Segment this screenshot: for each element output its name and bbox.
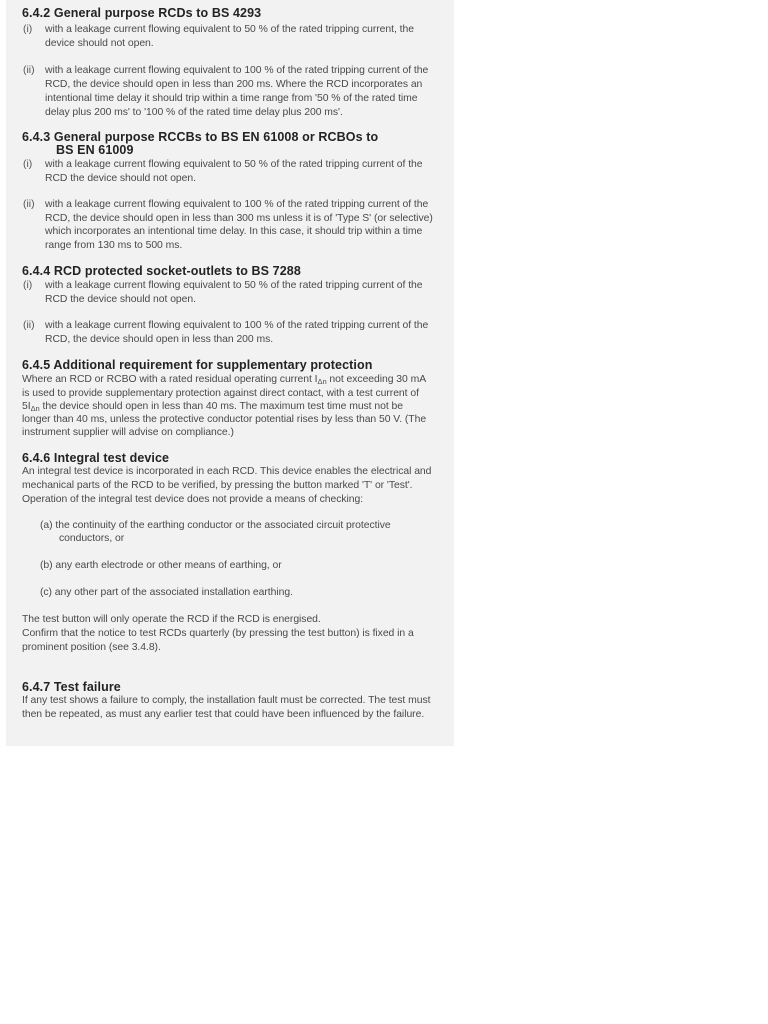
list-item-text: (c) any other part of the associated installation earthing. <box>40 587 293 598</box>
heading-6-4-3-continued: BS EN 61009 <box>56 143 134 157</box>
list-item-text: RCD the device should not open. <box>45 294 196 305</box>
text-run: 5I <box>22 401 31 412</box>
paragraph-line: then be repeated, as must any earlier test that could have been influenced by the failure. <box>22 709 425 720</box>
delta-n-subscript: Δn <box>30 404 40 413</box>
list-item-text: device should not open. <box>45 38 154 49</box>
list-item-text: with a leakage current flowing equivalent to 100 % of the rated tripping current of the <box>45 199 429 210</box>
list-item-text: delay plus 200 ms' to '100 % of the rated time delay plus 200 ms'. <box>45 107 343 118</box>
list-item-text: intentional time delay it should trip within a time range from '50 % of the rated time <box>45 93 418 104</box>
list-item-text: (a) the continuity of the earthing conductor or the associated circuit protective <box>40 520 391 531</box>
list-label: (i) <box>23 280 33 291</box>
list-label: (ii) <box>23 65 35 76</box>
list-label: (ii) <box>23 199 35 210</box>
list-item-text: RCD, the device should open in less than 200 ms. Where the RCD incorporates an <box>45 79 423 90</box>
text-run: not exceeding 30 mA <box>326 374 427 385</box>
heading-6-4-6: 6.4.6 Integral test device <box>22 451 170 465</box>
list-item-text: RCD, the device should open in less than 200 ms. <box>45 334 274 345</box>
heading-6-4-7: 6.4.7 Test failure <box>22 680 121 694</box>
list-item-text: with a leakage current flowing equivalent to 50 % of the rated tripping current of the <box>45 280 423 291</box>
paragraph-line: If any test shows a failure to comply, the installation fault must be corrected. The test must <box>22 695 431 706</box>
paragraph-line: instrument supplier will advise on compliance.) <box>22 427 234 438</box>
paragraph-line: longer than 40 ms, unless the protective conductor potential rises by less than 50 V. (The <box>22 414 427 425</box>
list-item-text: (b) any earth electrode or other means of earthing, or <box>40 560 282 571</box>
paragraph-line: An integral test device is incorporated in each RCD. This device enables the electrical and <box>22 466 432 477</box>
list-label: (i) <box>23 159 33 170</box>
paragraph-line: is used to provide supplementary protection against direct contact, with a test current of <box>22 388 419 399</box>
text-run: the device should open in less than 40 ms. The maximum test time must not be <box>39 401 403 412</box>
paragraph-line <box>22 374 426 386</box>
list-item-text: which incorporates an intentional time delay. In this case, it should trip within a time <box>45 226 423 237</box>
paragraph-line: The test button will only operate the RCD if the RCD is energised. <box>22 614 321 625</box>
list-item-text: conductors, or <box>59 533 125 544</box>
paragraph-line: Confirm that the notice to test RCDs quarterly (by pressing the test button) is fixed in a <box>22 628 414 639</box>
list-item-text: with a leakage current flowing equivalent to 50 % of the rated tripping current, the <box>45 24 414 35</box>
paragraph-line: Operation of the integral test device does not provide a means of checking: <box>22 494 364 505</box>
list-item-text: RCD, the device should open in less than 300 ms unless it is of 'Type S' (or selective) <box>45 213 433 224</box>
heading-6-4-3: 6.4.3 General purpose RCCBs to BS EN 61008 or RCBOs to <box>22 130 379 144</box>
list-item-text: range from 130 ms to 500 ms. <box>45 240 183 251</box>
paragraph-line <box>22 401 403 413</box>
list-item-text: with a leakage current flowing equivalent to 100 % of the rated tripping current of the <box>45 320 429 331</box>
text-run: Where an RCD or RCBO with a rated residual operating current I <box>22 374 318 385</box>
delta-n-subscript: Δn <box>317 377 327 386</box>
paragraph-line: prominent position (see 3.4.8). <box>22 642 161 653</box>
list-item-text: with a leakage current flowing equivalent to 50 % of the rated tripping current of the <box>45 159 423 170</box>
list-item-text: RCD the device should not open. <box>45 173 196 184</box>
heading-6-4-5: 6.4.5 Additional requirement for supplementary protection <box>22 358 373 372</box>
heading-6-4-4: 6.4.4 RCD protected socket-outlets to BS 7288 <box>22 264 301 278</box>
list-item-text: with a leakage current flowing equivalent to 100 % of the rated tripping current of the <box>45 65 429 76</box>
heading-6-4-2: 6.4.2 General purpose RCDs to BS 4293 <box>22 6 262 20</box>
list-label: (ii) <box>23 320 35 331</box>
list-label: (i) <box>23 24 33 35</box>
paragraph-line: mechanical parts of the RCD to be verified, by pressing the button marked 'T' or 'Test'. <box>22 480 413 491</box>
